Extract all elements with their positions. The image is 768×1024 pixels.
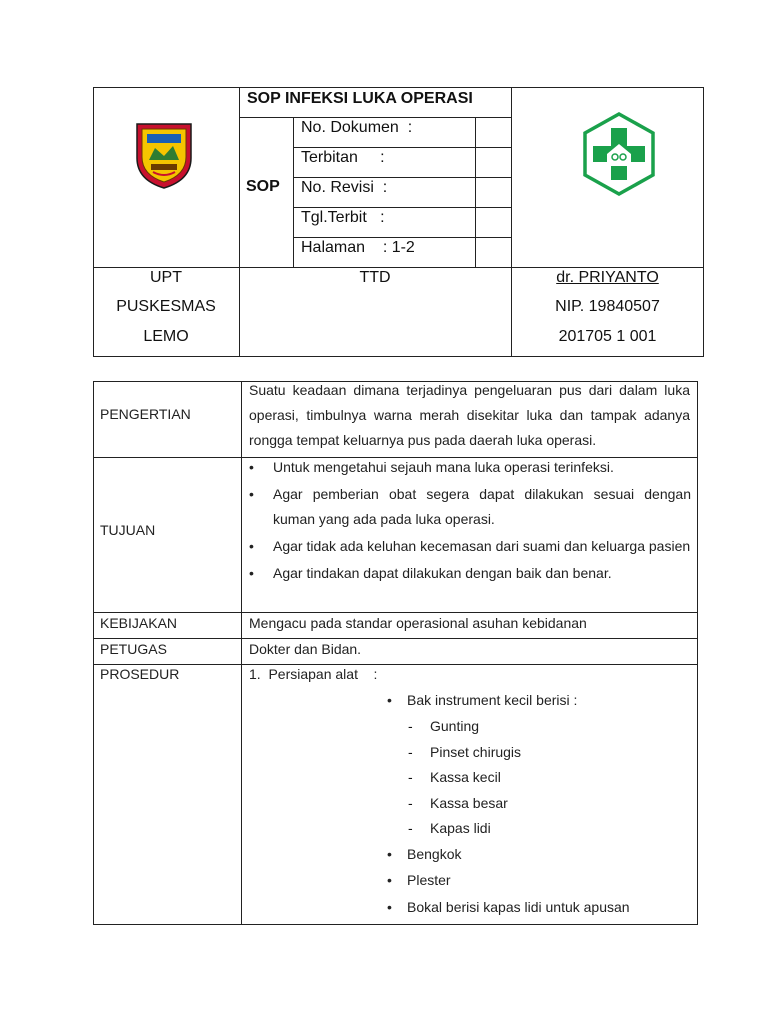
divider bbox=[293, 117, 294, 268]
signer-name: dr. PRIYANTO bbox=[556, 269, 659, 286]
pengertian-label: PENGERTIAN bbox=[100, 406, 191, 422]
list-item: • Agar pemberian obat segera dapat dilakukan sesuai dengan kuman yang ada pada luka operasi. bbox=[243, 482, 691, 532]
bak-label: Bak instrument kecil berisi : bbox=[407, 692, 578, 708]
org-name-line1: UPT bbox=[150, 269, 182, 286]
sop-label: SOP bbox=[246, 178, 280, 195]
tujuan-list bbox=[243, 455, 691, 586]
kebijakan-text: Mengacu pada standar operasional asuhan kebidanan bbox=[249, 615, 587, 631]
dash-icon: - bbox=[408, 795, 413, 811]
page-title: SOP INFEKSI LUKA OPERASI bbox=[247, 90, 473, 107]
list-item: Bengkok bbox=[407, 846, 462, 862]
dash-icon: - bbox=[408, 718, 413, 734]
field-tgl-terbit: Tgl.Terbit : bbox=[301, 209, 385, 226]
field-halaman: Halaman : 1-2 bbox=[301, 239, 415, 256]
divider bbox=[293, 147, 511, 148]
field-terbitan: Terbitan : bbox=[301, 149, 385, 166]
petugas-label: PETUGAS bbox=[100, 641, 167, 657]
bullet-icon: • bbox=[387, 846, 392, 862]
list-item: • Agar tidak ada keluhan kecemasan dari suami dan keluarga pasien bbox=[243, 534, 691, 559]
divider bbox=[293, 177, 511, 178]
field-no-revisi: No. Revisi : bbox=[301, 179, 388, 196]
dash-icon: - bbox=[408, 769, 413, 785]
bullet-icon: • bbox=[387, 899, 392, 915]
petugas-text: Dokter dan Bidan. bbox=[249, 641, 362, 657]
dash-icon: - bbox=[408, 820, 413, 836]
divider bbox=[511, 87, 512, 357]
list-item: Kassa kecil bbox=[430, 769, 501, 785]
signer-nip-1: NIP. 19840507 bbox=[555, 298, 660, 315]
list-item: Kassa besar bbox=[430, 795, 508, 811]
prosedur-step-1: 1. Persiapan alat : bbox=[249, 666, 378, 682]
divider bbox=[93, 664, 698, 665]
kebijakan-label: KEBIJAKAN bbox=[100, 615, 178, 631]
tujuan-label: TUJUAN bbox=[100, 522, 156, 538]
pengertian-text: Suatu keadaan dimana terjadinya pengeluaran pus dari dalam luka operasi, timbulnya warna merah disekitar luka dan tampak adanya rongga tempat keluarnya pus pada daerah luka operasi. bbox=[249, 382, 690, 448]
list-item: Plester bbox=[407, 872, 451, 888]
list-item: Pinset chirugis bbox=[430, 744, 522, 760]
divider bbox=[239, 87, 240, 357]
dash-icon: - bbox=[408, 744, 413, 760]
puskesmas-logo-icon bbox=[581, 110, 657, 198]
org-name-line2: PUSKESMAS bbox=[116, 298, 216, 315]
divider bbox=[93, 638, 698, 639]
regional-emblem-icon bbox=[133, 120, 195, 190]
divider bbox=[293, 237, 511, 238]
signer-nip-2: 201705 1 001 bbox=[558, 328, 657, 345]
bullet-icon: • bbox=[387, 692, 392, 708]
field-no-dokumen: No. Dokumen : bbox=[301, 119, 413, 136]
list-item: Gunting bbox=[430, 718, 480, 734]
divider bbox=[293, 207, 511, 208]
divider bbox=[239, 117, 511, 118]
list-item: Kapas lidi bbox=[430, 820, 491, 836]
list-item: • Untuk mengetahui sejauh mana luka operasi terinfeksi. bbox=[243, 455, 691, 480]
divider bbox=[93, 612, 698, 613]
divider bbox=[241, 381, 242, 925]
list-item: Bokal berisi kapas lidi untuk apusan bbox=[407, 899, 630, 915]
org-name-line3: LEMO bbox=[143, 328, 189, 345]
divider bbox=[93, 267, 704, 268]
prosedur-label: PROSEDUR bbox=[100, 666, 180, 682]
divider bbox=[475, 117, 476, 268]
list-item: • Agar tindakan dapat dilakukan dengan baik dan benar. bbox=[243, 561, 691, 586]
bullet-icon: • bbox=[387, 872, 392, 888]
ttd-label: TTD bbox=[359, 269, 391, 286]
